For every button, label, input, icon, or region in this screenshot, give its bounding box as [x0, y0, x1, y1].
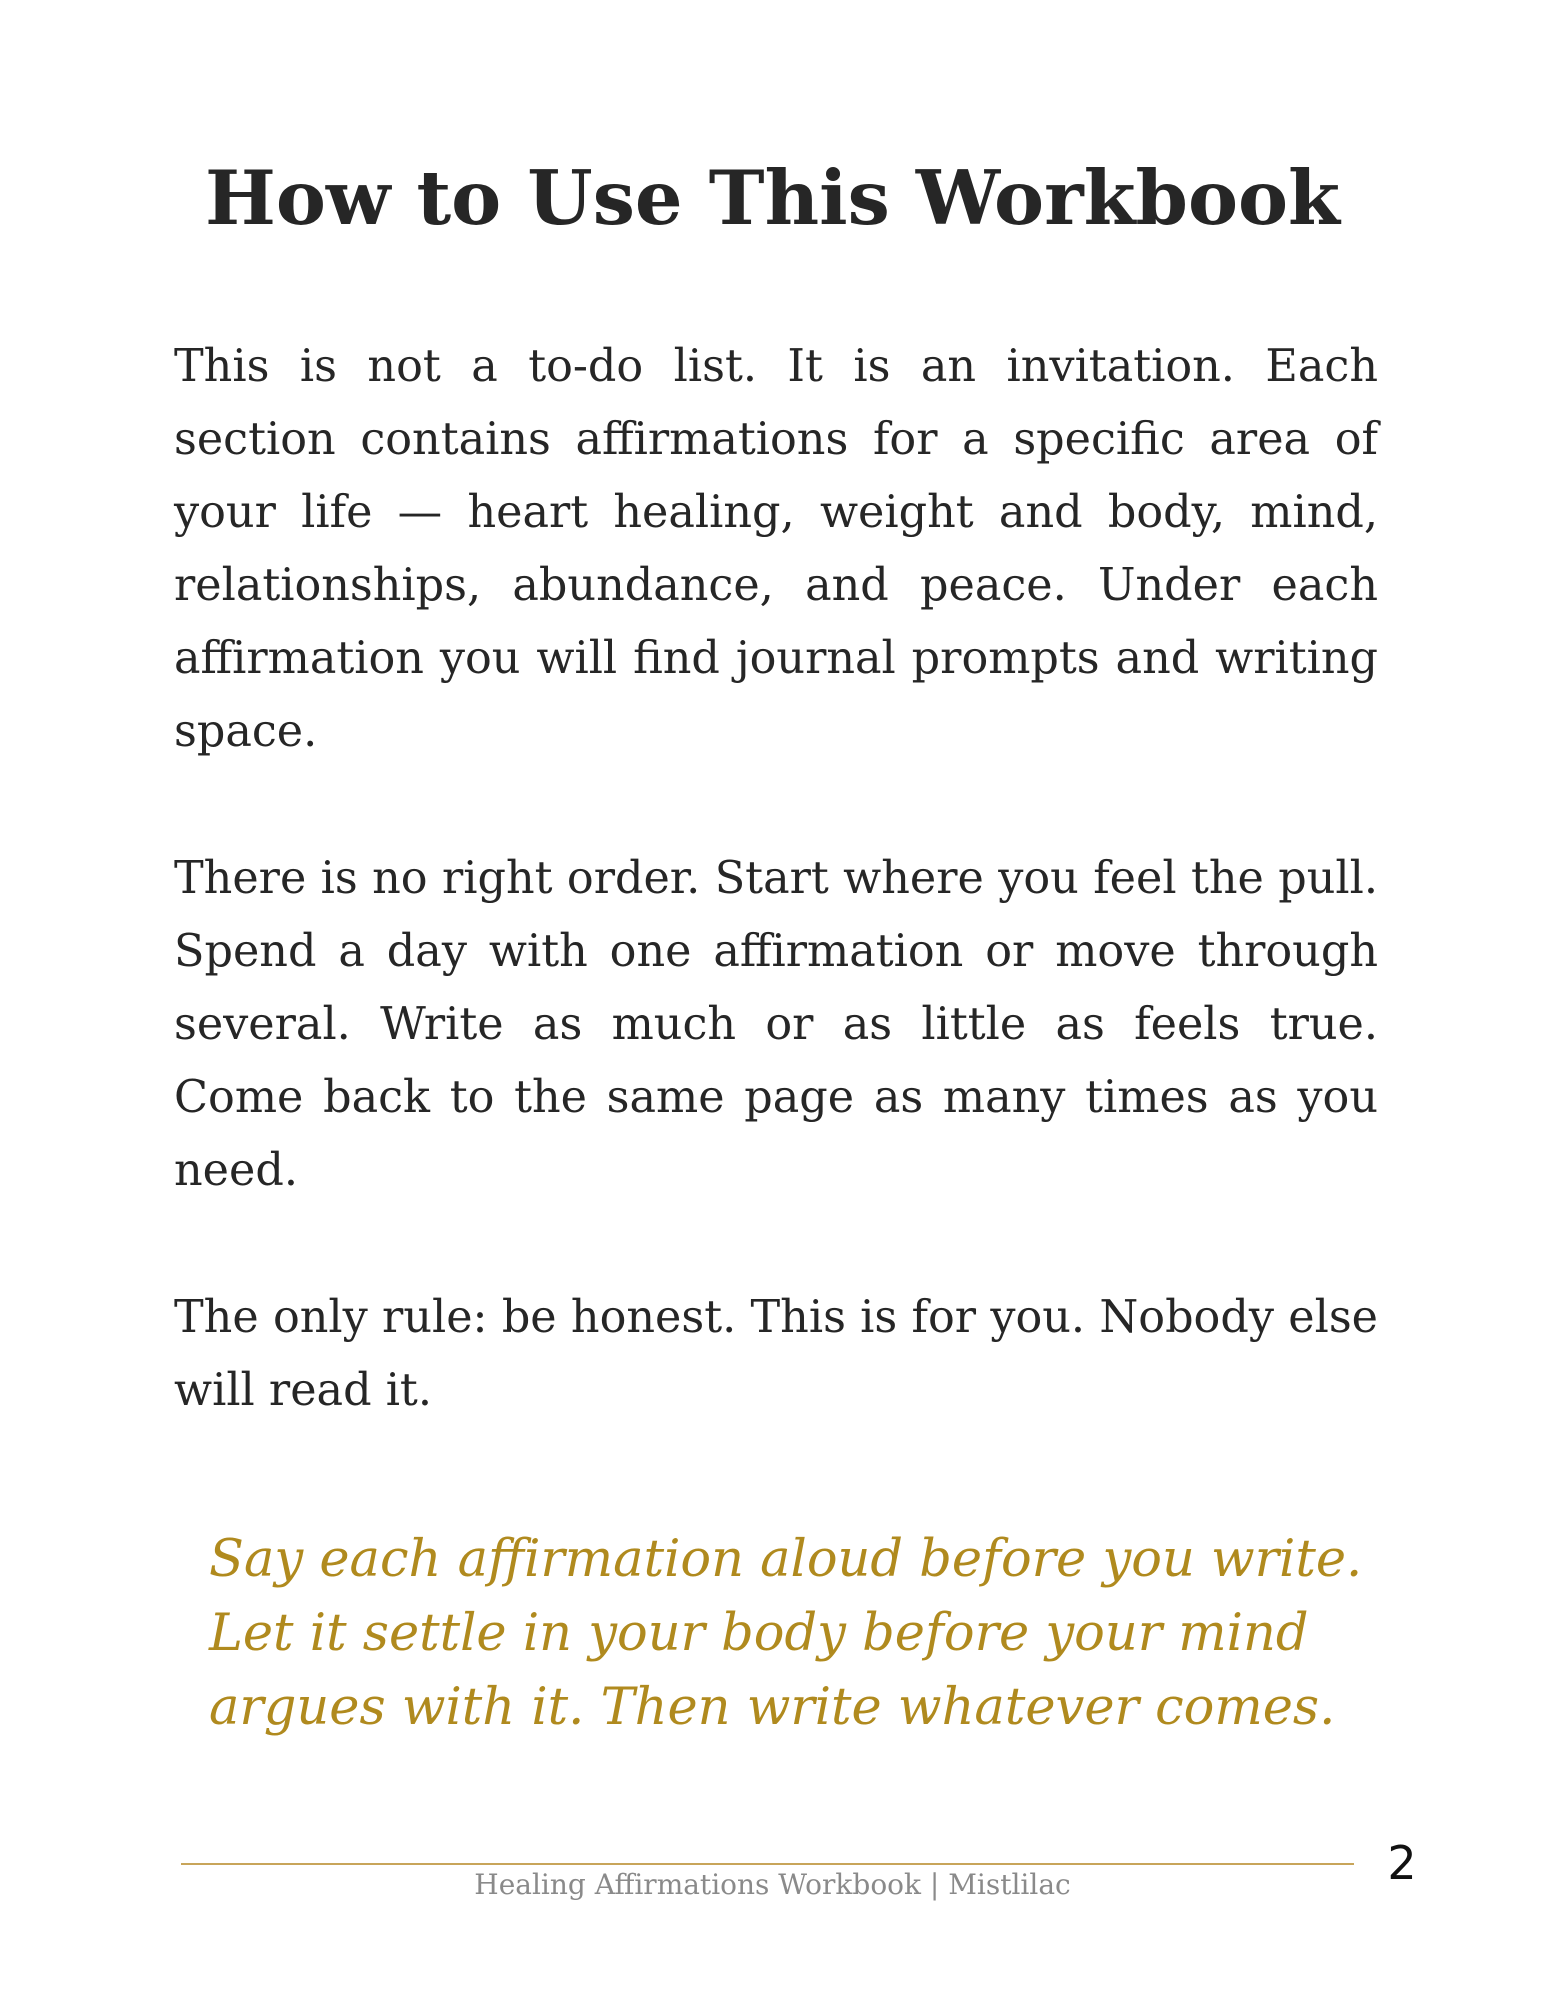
callout-quote: Say each affirmation aloud before you write. Let it settle in your body before your mind argues with it. Then write whatever comes.: [209, 1530, 1363, 1737]
paragraph-order: There is no right order. Start where you feel the pull. Spend a day with one affirmation or move through several. Write as much or as little as feels true. Come back to the same page as many times as you need.: [174, 853, 1378, 1196]
footer-divider: [181, 1863, 1354, 1865]
page-title: How to Use This Workbook: [204, 154, 1341, 242]
footer-text: Healing Affirmations Workbook | Mistlilac: [474, 1868, 1071, 1901]
body-text: [174, 330, 1378, 1501]
paragraph-intro: This is not a to-do list. It is an invitation. Each section contains affirmations for a specific area of your life — heart healing, weight and body, mind, relationships, abundance, and peace. Under each affirmation you will find journal prompts and writing space.: [174, 341, 1378, 757]
paragraph-rule: The only rule: be honest. This is for you. Nobody else will read it.: [174, 1292, 1378, 1416]
page-number: 2: [1387, 1836, 1417, 1890]
